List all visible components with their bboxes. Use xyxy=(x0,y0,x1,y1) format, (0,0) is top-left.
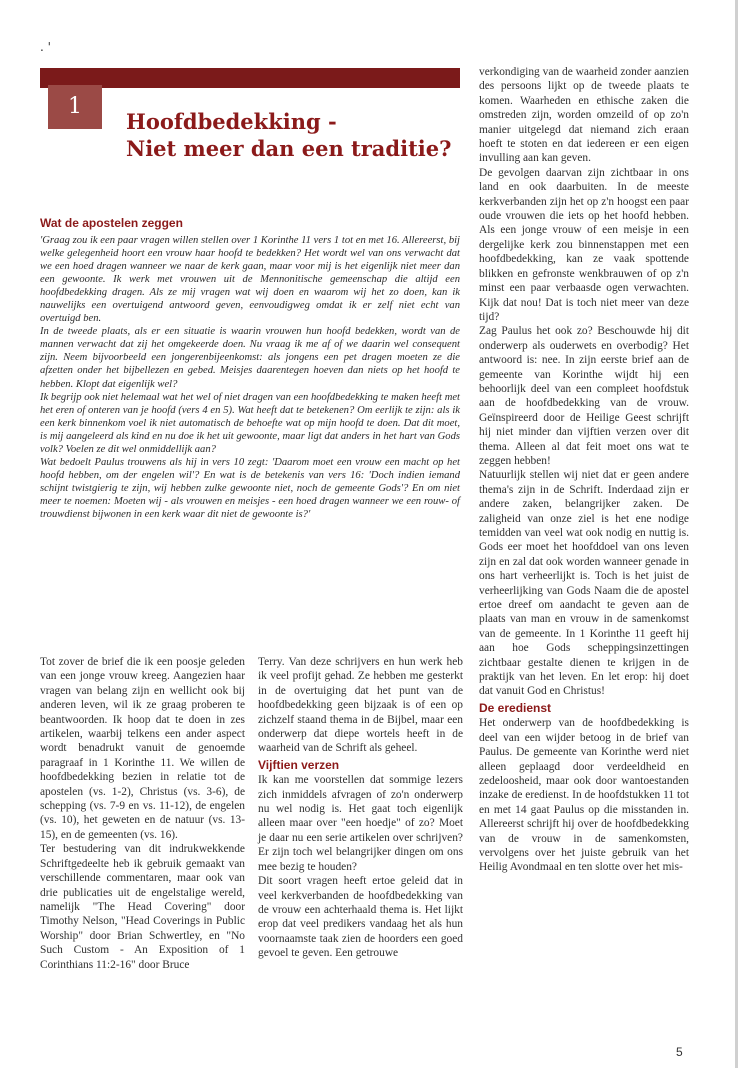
quote-paragraph: 'Graag zou ik een paar vragen willen stellen over 1 Korinthe 11 vers 1 tot en met 16. Allereerst, bij welke gelegenheid hoort een vrouw haar hoofd te bedekken? Het wordt wel van ons verwacht dat we een hoed dragen wanneer we naar de kerk gaan, maar voor mij is het eigenlijk niet meer dan een gewoonte. Ik werk met vrouwen uit de Mennonitische gemeenschap die altijd een hoofdbedekking dragen. Als ze mij vragen wat wij doen en waarom wij het zo doen, kan ik nauwelijks een overtuigend antwoord geven, eenvoudigweg omdat ik er zelf niet echt van overtuigd ben. xyxy=(40,235,460,325)
quote-paragraph: Ik begrijp ook niet helemaal wat het wel of niet dragen van een hoofdbedekking te maken heeft met het eren of onteren van je hoofd (vers 4 en 5). Wat heeft dat te betekenen? Om eerlijk te zijn: als ik een kerk binnenkom voel ik niet automatisch de behoefte wat op mijn hoofd te doen. Dat dit moet, is mij aangeleerd als kind en nu doe ik het uit gewoonte, maar ligt dat anders in het hart van Gods volk? Voelen ze dit wel onmiddellijk aan? xyxy=(40,391,460,455)
title-line-1: Hoofdbedekking - xyxy=(126,109,337,134)
body-paragraph: Zag Paulus het ook zo? Beschouwde hij dit onderwerp als ouderwets en overbodig? Het antwoord is: nee. In zijn eerste brief aan de gemeente van Korinthe wijdt hij een behoorlijk deel van een compleet hoofdstuk aan de hoofdbedekking van de vrouw. Geïnspireerd door de Heilige Geest schrijft hij niet minder dan vijftien verzen over dit thema. Alleen al dat feit moet ons wat te zeggen hebben! xyxy=(479,325,689,467)
quote-paragraph: In de tweede plaats, als er een situatie is waarin vrouwen hun hoofd bedekken, wordt van de mannen verwacht dat zij het omgekeerde doen. Nu vraag ik me af of we daarin wel consequent zijn. Neem bijvoorbeeld een jongerenbijeenkomst: als jongens een pet dragen moeten ze die afzetten onder het bijbellezen en gebed. Meisjes daarentegen hoeven dan niets op het hoofd te hebben. Klopt dat eigenlijk wel? xyxy=(40,326,460,390)
body-paragraph: Tot zover de brief die ik een poosje geleden van een jonge vrouw kreeg. Aangezien haar vragen van belang zijn en wellicht ook bij anderen leven, wil ik ze graag proberen te beantwoorden. Ik hoop dat te doen in zes artikelen, waarbij telkens een ander aspect wordt benadrukt vanuit de genoemde paragraaf in 1 Korinthe 11. We willen de hoofdbedekking bezien in relatie tot de apostelen (vs. 1-2), Christus (vs. 3-6), de schepping (vs. 7-9 en vs. 11-12), de engelen (vs. 10), het geweten en de natuur (vs. 13-15), en de gemeenten (vs. 16). xyxy=(40,656,245,841)
body-paragraph: Dit soort vragen heeft ertoe geleid dat in veel kerkverbanden de hoofdbedekking van de vrouw een achterhaald thema is. Het lijkt erop dat veel predikers vandaag het als hun voornaamste taak zien de hoorders een goed gevoel te geven. Een getrouwe xyxy=(258,875,463,960)
body-paragraph: Ter bestudering van dit indrukwekkende Schriftgedeelte heb ik gebruik gemaakt van verschillende commentaren, maar ook van drie publicaties uit de engelstalige wereld, namelijk "The Head Covering" door Timothy Nelson, "Head Coverings in Public Worship" door Brian Schwertley, en "No Such Custom - An Exposition of 1 Corinthians 11:2-16" door Bruce xyxy=(40,843,245,971)
quote-paragraph: Wat bedoelt Paulus trouwens als hij in vers 10 zegt: 'Daarom moet een vrouw een macht op het hoofd hebben, om der engelen wil'? En wat is de betekenis van vers 16: 'Doch indien iemand schijnt twistgierig te zijn, wij hebben zulke gewoonte niet, noch de gemeente Gods'? En om niet meer te noemen: Moeten wij - als vrouwen en meisjes - een hoed dragen wanneer we een rouw- of trouwdienst bijwonen in een kerk waar dit niet de gewoonte is?' xyxy=(40,456,460,520)
body-column-3 xyxy=(479,65,689,875)
body-paragraph: De gevolgen daarvan zijn zichtbaar in ons land en ook daarbuiten. In de meeste kerkverbanden zijn het op z'n hoogst een paar oude vrouwen die iets op het hoofd hebben. Als een jonge vrouw of een meisje in een dergelijke kerk zou binnenstappen met een hoofdbedekking, kan ze vaak spottende blikken en gefronste wenkbrauwen of op z'n minst een paar verbaasde ogen verwachten. Kijk dat nou! Dat is toch niet meer van deze tijd? xyxy=(479,166,689,323)
page-number: 5 xyxy=(676,1045,683,1059)
scan-marks: . ' xyxy=(40,40,51,54)
title-line-2: Niet meer dan een traditie? xyxy=(126,136,452,161)
section-heading-vijftien-verzen: Vijftien verzen xyxy=(258,757,340,772)
body-column-1 xyxy=(40,655,245,972)
article-title xyxy=(126,108,466,162)
article-number: 1 xyxy=(48,85,102,129)
intro-heading: Wat de apostelen zeggen xyxy=(40,216,183,230)
body-paragraph: Het onderwerp van de hoofdbedekking is deel van een wijder betoog in de brief van Paulus. De gemeente van Korinthe werd niet alleen geplaagd door verdeeldheid en zedeloosheid, maar ook door wantoestanden inzake de eredienst. In de hoofdstukken 11 tot en met 14 gaat Paulus op die misstanden in. Allereerst schrijft hij over de hoofdbedekking van de vrouw in de samenkomsten, vervolgens over het juiste gebruik van het Heilig Avondmaal en ten slotte over het mis- xyxy=(479,717,689,874)
body-paragraph: verkondiging van de waarheid zonder aanzien des persoons lijkt op de tweede plaats te komen. Waarheden en ethische zaken die omstreden zijn, worden omzeild of op zo'n manier uitgelegd dat niemand zich eraan hoeft te stoten en dat iedereen er een eigen invulling aan kan geven. xyxy=(479,66,689,165)
body-paragraph: Natuurlijk stellen wij niet dat er geen andere thema's zijn in de Schrift. Inderdaad zijn er andere zaken, belangrijker zaken. De zaligheid van onze ziel is het ene nodige temidden van veel wat ook nodig en nuttig is. Gods eer moet het hoofddoel van ons leven zijn en zal dat ook worden wanneer genade in ons hart verheerlijkt is. Toch is het juist de verheerlijking van Gods Naam die de apostel ertoe dreef om aandacht te geven aan de plaats van man en vrouw in de samenkomst van de gemeente. In 1 Korinthe 11 geeft hij aan hoe Gods scheppingsinzettingen zichtbaar gestalte dienen te krijgen in de praktijk van het leven. En let erop: hij doet dat vanuit God en Christus! xyxy=(479,469,689,698)
body-paragraph: Ik kan me voorstellen dat sommige lezers zich inmiddels afvragen of zo'n onderwerp nu wel nodig is. Het gaat toch eigenlijk alleen maar over "een hoedje" of zo? Moet je daar nu een serie artikelen over schrijven? Er zijn toch wel belangrijker dingen om ons mee bezig te houden? xyxy=(258,774,463,873)
header-banner xyxy=(40,68,460,88)
body-paragraph: Terry. Van deze schrijvers en hun werk heb ik veel profijt gehad. Ze hebben me gesterkt in de overtuiging dat het punt van de hoofdbedekking geen bijzaak is of een op zichzelf staand thema in de Bijbel, maar een onderwerp dat diepe wortels heeft in de waarheid van de Schrift als geheel. xyxy=(258,656,463,755)
reader-letter-quote xyxy=(40,234,460,521)
body-column-2 xyxy=(258,655,463,961)
section-heading-de-eredienst: De eredienst xyxy=(479,700,552,715)
